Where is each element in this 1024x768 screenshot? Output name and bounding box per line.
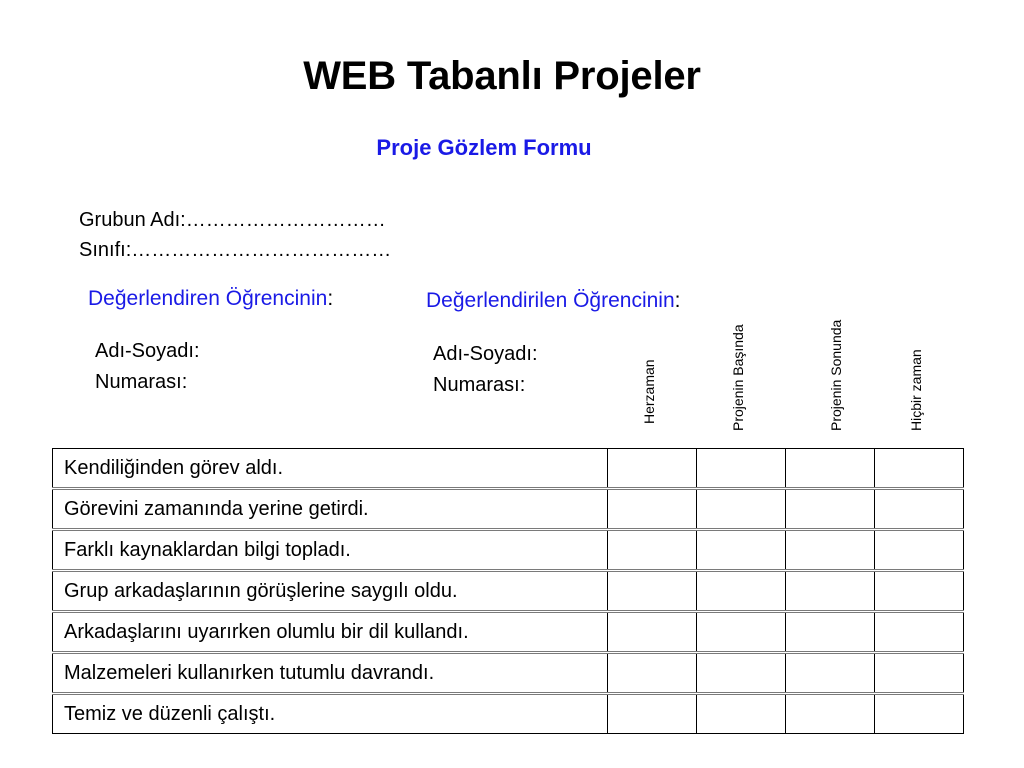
- checkbox-cell-herzaman[interactable]: [608, 530, 697, 571]
- checkbox-cell-projenin-sonunda[interactable]: [786, 612, 875, 653]
- checkbox-cell-projenin-basinda[interactable]: [697, 571, 786, 612]
- checkbox-cell-projenin-sonunda[interactable]: [786, 530, 875, 571]
- checkbox-cell-projenin-sonunda[interactable]: [786, 489, 875, 530]
- checkbox-cell-projenin-basinda[interactable]: [697, 653, 786, 694]
- column-header-hicbir-zaman: Hiçbir zaman: [908, 349, 924, 431]
- table-row: [53, 449, 964, 489]
- evaluator-heading: [88, 287, 333, 311]
- checkbox-cell-herzaman[interactable]: [608, 489, 697, 530]
- class-line: Sınıfı:…………………………………: [79, 239, 392, 261]
- evaluated-name-label: Adı-Soyadı:: [433, 343, 538, 365]
- evaluator-name-label: Adı-Soyadı:: [95, 340, 200, 362]
- evaluated-heading: [426, 289, 680, 313]
- checkbox-cell-projenin-basinda[interactable]: [697, 449, 786, 489]
- checkbox-cell-projenin-basinda[interactable]: [697, 530, 786, 571]
- checkbox-cell-projenin-sonunda[interactable]: [786, 571, 875, 612]
- checkbox-cell-projenin-basinda[interactable]: [697, 489, 786, 530]
- table-row: [53, 694, 964, 734]
- criterion-text: Görevini zamanında yerine getirdi.: [53, 489, 608, 530]
- evaluator-heading-text: Değerlendiren Öğrencinin: [88, 287, 328, 310]
- criterion-text: Temiz ve düzenli çalıştı.: [53, 694, 608, 734]
- checkbox-cell-projenin-sonunda[interactable]: [786, 653, 875, 694]
- table-row: [53, 653, 964, 694]
- observation-table: [52, 448, 964, 734]
- column-header-herzaman: Herzaman: [641, 359, 657, 424]
- checkbox-cell-herzaman[interactable]: [608, 653, 697, 694]
- table-row: [53, 571, 964, 612]
- checkbox-cell-herzaman[interactable]: [608, 571, 697, 612]
- column-header-projenin-basinda: Projenin Başında: [730, 324, 746, 431]
- evaluator-number-label: Numarası:: [95, 371, 188, 393]
- evaluated-number-label: Numarası:: [433, 374, 526, 396]
- criterion-text: Farklı kaynaklardan bilgi topladı.: [53, 530, 608, 571]
- checkbox-cell-herzaman[interactable]: [608, 694, 697, 734]
- criterion-text: Malzemeleri kullanırken tutumlu davrandı.: [53, 653, 608, 694]
- column-header-projenin-sonunda: Projenin Sonunda: [828, 319, 844, 431]
- form-subtitle: Proje Gözlem Formu: [376, 135, 592, 160]
- checkbox-cell-projenin-basinda[interactable]: [697, 694, 786, 734]
- evaluated-heading-text: Değerlendirilen Öğrencinin: [426, 289, 675, 312]
- criterion-text: Grup arkadaşlarının görüşlerine saygılı oldu.: [53, 571, 608, 612]
- checkbox-cell-hicbir-zaman[interactable]: [875, 571, 964, 612]
- group-name-line: Grubun Adı:…………………………: [79, 209, 386, 231]
- checkbox-cell-hicbir-zaman[interactable]: [875, 489, 964, 530]
- checkbox-cell-hicbir-zaman[interactable]: [875, 449, 964, 489]
- checkbox-cell-hicbir-zaman[interactable]: [875, 694, 964, 734]
- checkbox-cell-herzaman[interactable]: [608, 449, 697, 489]
- checkbox-cell-herzaman[interactable]: [608, 612, 697, 653]
- evaluated-heading-colon: :: [674, 289, 681, 312]
- checkbox-cell-hicbir-zaman[interactable]: [875, 612, 964, 653]
- table-row: [53, 489, 964, 530]
- criterion-text: Arkadaşlarını uyarırken olumlu bir dil kullandı.: [53, 612, 608, 653]
- page-title: WEB Tabanlı Projeler: [303, 54, 701, 98]
- evaluator-heading-colon: :: [327, 287, 334, 310]
- checkbox-cell-projenin-sonunda[interactable]: [786, 449, 875, 489]
- checkbox-cell-hicbir-zaman[interactable]: [875, 530, 964, 571]
- checkbox-cell-projenin-basinda[interactable]: [697, 612, 786, 653]
- table-row: [53, 530, 964, 571]
- checkbox-cell-projenin-sonunda[interactable]: [786, 694, 875, 734]
- criterion-text: Kendiliğinden görev aldı.: [53, 449, 608, 489]
- table-row: [53, 612, 964, 653]
- checkbox-cell-hicbir-zaman[interactable]: [875, 653, 964, 694]
